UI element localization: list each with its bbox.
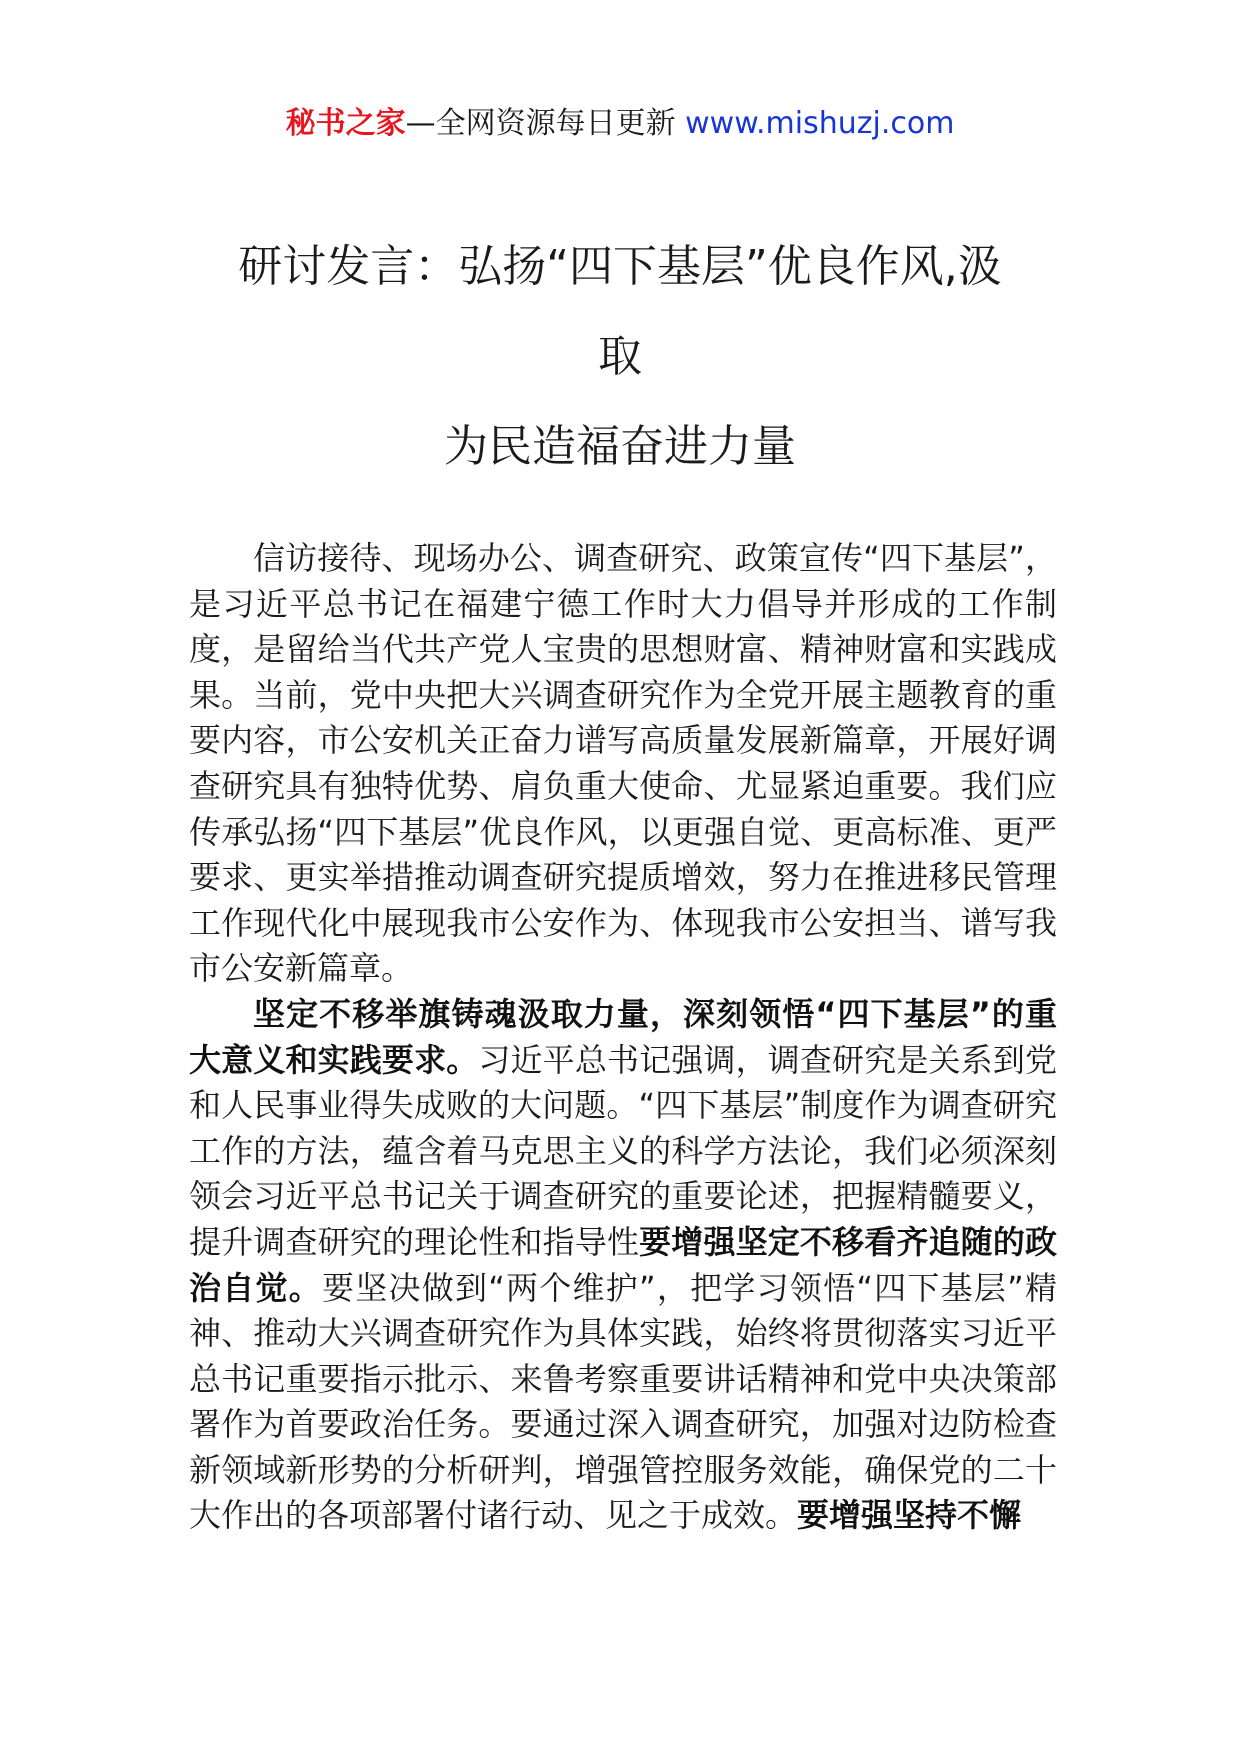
site-url-link[interactable]: www.mishuzj.com <box>685 106 955 141</box>
section-text-1: 习近平总书记强调，调查研究是关系到党和人民事业得失成败的大问题。“四下基层”制度作为调查研究工作的方法，蕴含着马克思主义的科学方法论，我们必须深刻领会习近平总书记关于调查研究的重要论述，把握精髓要义，提升调查研究的理论性和指导性 <box>189 1040 1057 1261</box>
paragraph-intro <box>189 536 1057 992</box>
title-line-2: 取 <box>598 331 642 382</box>
paragraph-section-1 <box>189 992 1057 1539</box>
title-line-3: 为民造福奋进力量 <box>444 421 796 472</box>
document-title <box>180 222 1060 492</box>
title-line-1: 研讨发言：弘扬“四下基层”优良作风,汲 <box>238 241 1002 292</box>
site-brand: 秘书之家 <box>285 106 406 141</box>
subpoint-heading-1: 要增强坚定不移看齐追随的政治自觉。 <box>189 1222 1057 1307</box>
site-header <box>0 100 1240 148</box>
section-heading: 坚定不移举旗铸魂汲取力量，深刻领悟“四下基层”的重大意义和实践要求。 <box>189 994 1057 1079</box>
subpoint-heading-2: 要增强坚持不懈 <box>797 1496 1022 1535</box>
document-body <box>189 536 1057 1539</box>
site-slogan: —全网资源每日更新 <box>405 106 686 141</box>
paragraph-intro-text: 信访接待、现场办公、调查研究、政策宣传“四下基层”，是习近平总书记在福建宁德工作时大力倡导并形成的工作制度，是留给当代共产党人宝贵的思想财富、精神财富和实践成果。当前，党中央把大兴调查研究作为全党开展主题教育的重要内容，市公安机关正奋力谱写高质量发展新篇章，开展好调查研究具有独特优势、肩负重大使命、尤显紧迫重要。我们应传承弘扬“四下基层”优良作风，以更强自觉、更高标准、更严要求、更实举措推动调查研究提质增效，努力在推进移民管理工作现代化中展现我市公安作为、体现我市公安担当、谱写我市公安新篇章。 <box>189 539 1057 988</box>
section-text-2: 要坚决做到“两个维护”，把学习领悟“四下基层”精神、推动大兴调查研究作为具体实践，始终将贯彻落实习近平总书记重要指示批示、来鲁考察重要讲话精神和党中央决策部署作为首要政治任务。要通过深入调查研究，加强对边防检查新领域新形势的分析研判，增强管控服务效能，确保党的二十大作出的各项部署付诸行动、见之于成效。 <box>189 1268 1057 1535</box>
